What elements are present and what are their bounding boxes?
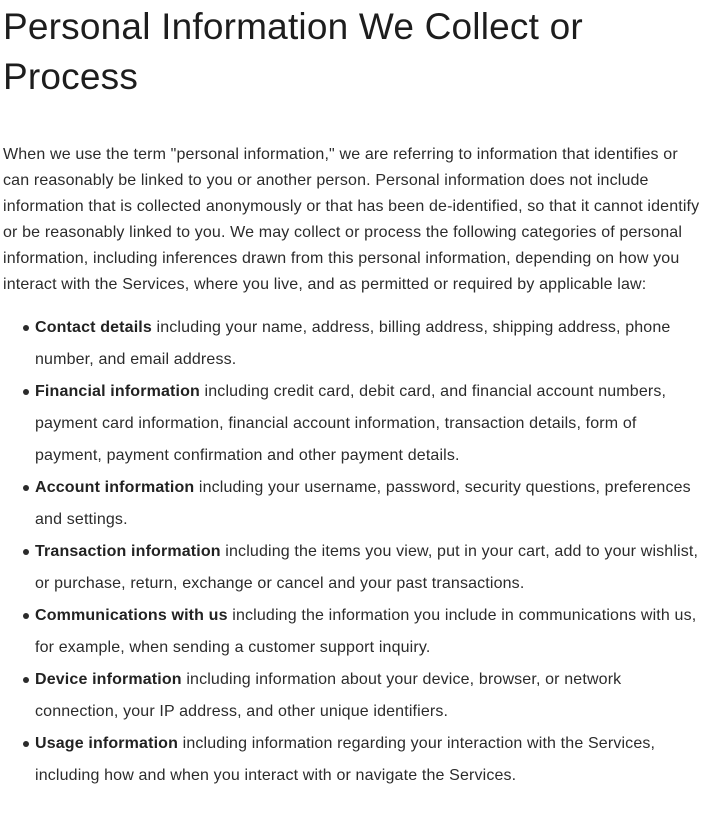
list-item-transaction-information xyxy=(3,536,702,600)
category-term: Usage information xyxy=(35,735,179,752)
intro-paragraph: When we use the term "personal information," we are referring to information that identifies or can reasonably be linked to you or another person. Personal information does not include information that is collected anonymously or that has been de-identified, so that it cannot identify or be reasonably linked to you. We may collect or process the following categories of personal information, including inferences drawn from this personal information, depending on how you interact with the Services, where you live, and as permitted or required by applicable law: xyxy=(3,146,700,293)
list-item-usage-information xyxy=(3,728,702,792)
category-term: Financial information xyxy=(35,383,200,400)
list-item-contact-details xyxy=(3,312,702,376)
category-description: including information regarding your interaction with the Services, including how and when you interact with or navigate the Services. xyxy=(35,735,656,784)
category-description: including information about your device, browser, or network connection, your IP address, and other unique identifiers. xyxy=(35,671,622,720)
category-description: including your username, password, security questions, preferences and settings. xyxy=(35,479,691,528)
category-description: including your name, address, billing address, shipping address, phone number, and email address. xyxy=(35,319,671,368)
list-item-communications-with-us xyxy=(3,600,702,664)
list-item-financial-information xyxy=(3,376,702,472)
category-term: Device information xyxy=(35,671,182,688)
category-term: Communications with us xyxy=(35,607,228,624)
category-term: Account information xyxy=(35,479,195,496)
list-item-account-information xyxy=(3,472,702,536)
category-description: including the items you view, put in your cart, add to your wishlist, or purchase, return, exchange or cancel and your past transactions. xyxy=(35,543,699,592)
list-item-device-information xyxy=(3,664,702,728)
category-term: Contact details xyxy=(35,319,152,336)
personal-info-category-list xyxy=(3,312,702,792)
page-title: Personal Information We Collect or Process xyxy=(3,6,583,97)
category-description: including credit card, debit card, and financial account numbers, payment card information, financial account information, transaction details, form of payment, payment confirmation and other payment details. xyxy=(35,383,667,464)
category-term: Transaction information xyxy=(35,543,221,560)
category-description: including the information you include in communications with us, for example, when sending a customer support inquiry. xyxy=(35,607,697,656)
